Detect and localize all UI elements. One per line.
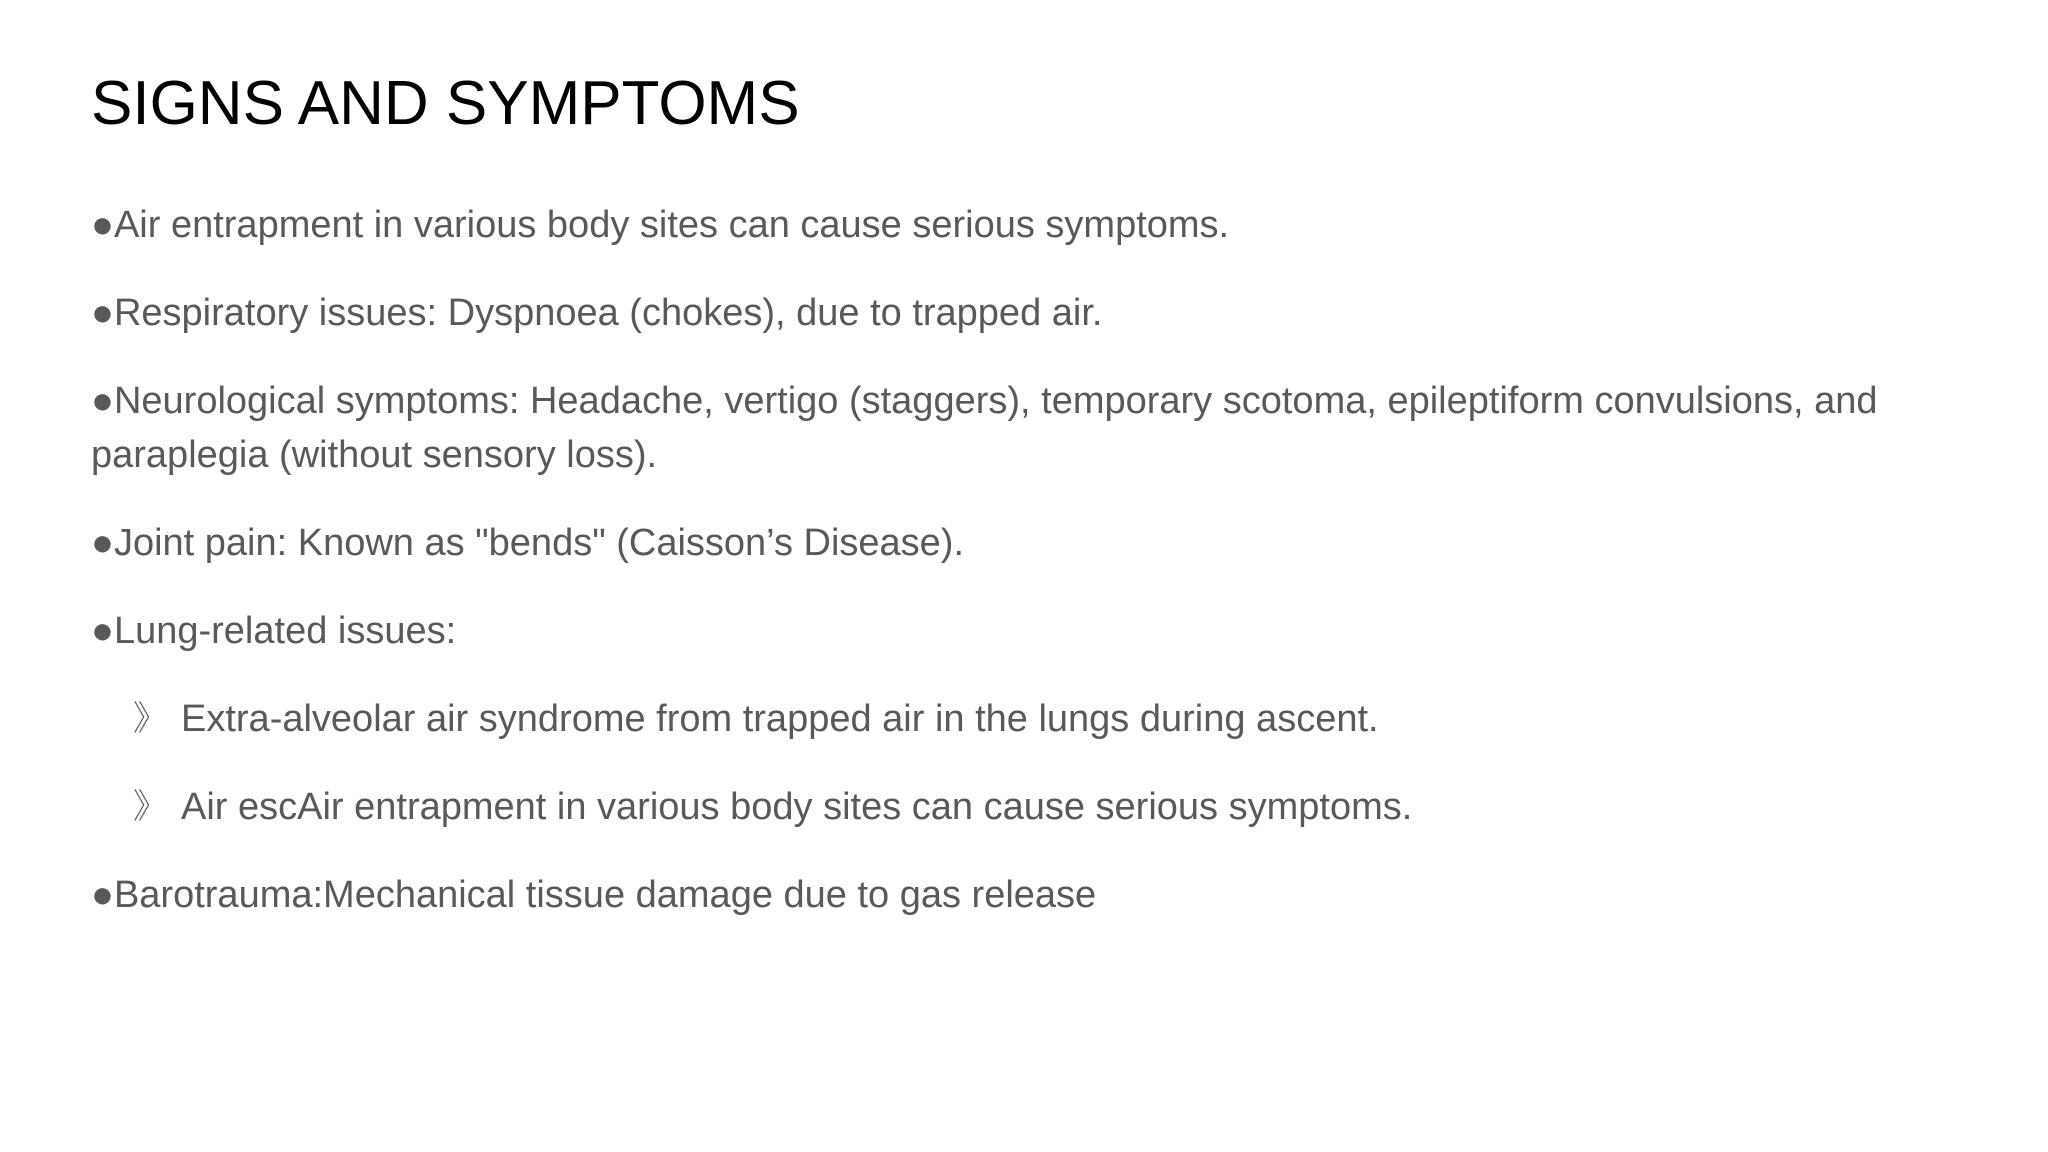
slide-title: SIGNS AND SYMPTOMS xyxy=(91,69,800,138)
bullet-lung-issues xyxy=(91,604,1971,658)
bullet-text: Air escAir entrapment in various body sites can cause serious symptoms. xyxy=(181,786,1413,828)
double-chevron-icon: 》 xyxy=(133,699,167,739)
bullet-respiratory xyxy=(91,286,1971,340)
bullet-text: ●Barotrauma:Mechanical tissue damage due to gas release xyxy=(91,874,1097,916)
bullet-neurological xyxy=(91,374,1971,482)
sub-bullet-air-escape xyxy=(91,780,1971,834)
bullet-barotrauma xyxy=(91,868,1971,922)
bullet-text: ●Neurological symptoms: Headache, vertigo (staggers), temporary scotoma, epileptiform convulsions, and paraplegia (without sensory loss). xyxy=(91,380,1878,476)
bullet-text: ●Respiratory issues: Dyspnoea (chokes), due to trapped air. xyxy=(91,292,1103,334)
bullet-text: ●Air entrapment in various body sites can cause serious symptoms. xyxy=(91,204,1230,246)
bullet-list xyxy=(91,198,1971,922)
bullet-text: ●Joint pain: Known as "bends" (Caisson’s Disease). xyxy=(91,522,964,564)
sub-bullet-extra-alveolar xyxy=(91,692,1971,746)
bullet-text: ●Lung-related issues: xyxy=(91,610,457,652)
double-chevron-icon: 》 xyxy=(133,787,167,827)
bullet-text: Extra-alveolar air syndrome from trapped air in the lungs during ascent. xyxy=(181,698,1379,740)
bullet-air-entrapment xyxy=(91,198,1971,252)
bullet-joint-pain xyxy=(91,516,1971,570)
